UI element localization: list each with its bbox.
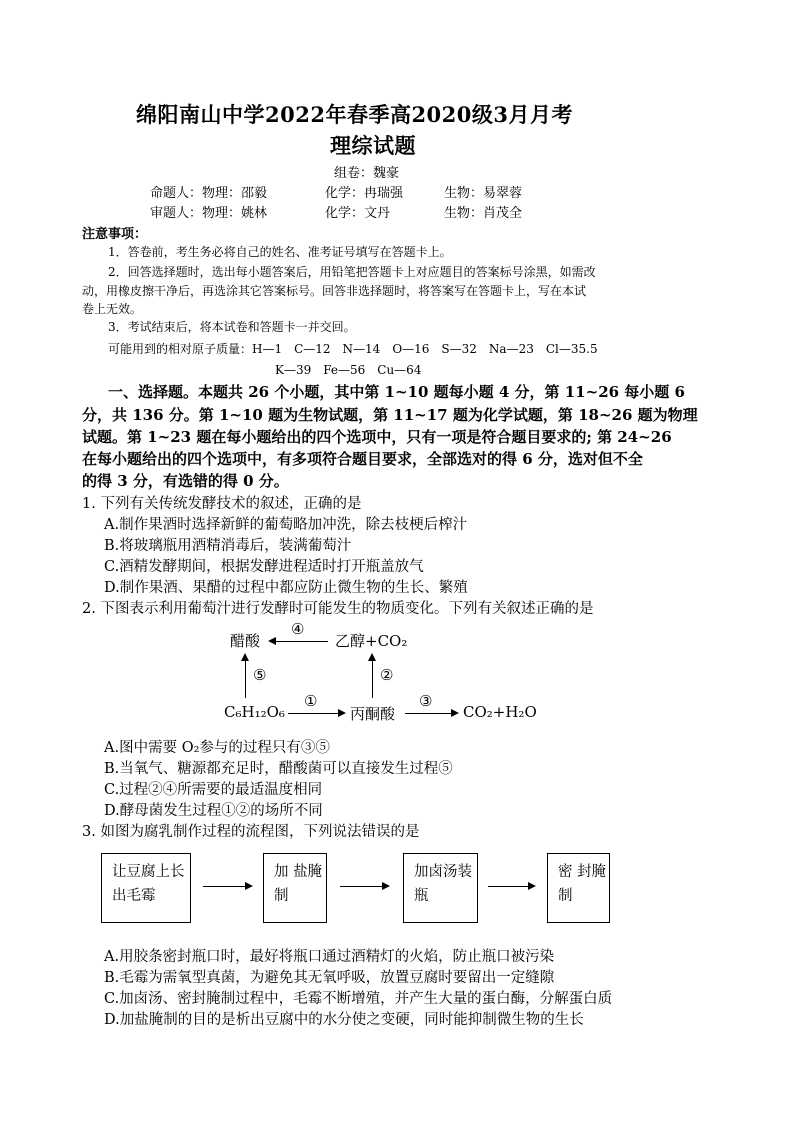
section-intro-1: 一、选择题。本题共 26 个小题，其中第 1~10 题每小题 4 分，第 11~26 每小题 6: [108, 383, 685, 401]
section-intro-2: 分，共 136 分。第 1~10 题为生物试题，第 11~17 题为化学试题，第 18~26 题为物理: [82, 406, 698, 424]
q1-option-b: B.将玻璃瓶用酒精消毒后，装满葡萄汁: [104, 538, 352, 554]
page-title: 绵阳南山中学2022年春季高2020级3月月考: [136, 102, 574, 127]
proposer-physics: 命题人：物理：邵毅: [150, 186, 268, 201]
flow-arrow-2: [340, 886, 388, 887]
arrow-step-2: [372, 655, 373, 698]
flow-box-salting: 加 盐腌制: [263, 853, 327, 923]
flow-arrow-1: [203, 886, 251, 887]
step-1-label: ①: [304, 692, 318, 710]
step-3-label: ③: [419, 692, 433, 710]
node-ethanol: 乙醇+CO₂: [335, 632, 408, 650]
q2-option-c: C.过程②④所需要的最适温度相同: [104, 782, 323, 798]
step-2-label: ②: [380, 666, 394, 684]
notes-heading: 注意事项：: [82, 227, 148, 242]
q3-option-c: C.加卤汤、密封腌制过程中，毛霉不断增殖，并产生大量的蛋白酶，分解蛋白质: [104, 991, 613, 1007]
arrow-step-1: [288, 713, 344, 714]
step-4-label: ④: [291, 620, 305, 638]
q3-option-a: A.用胶条密封瓶口时，最好将瓶口通过酒精灯的火焰，防止瓶口被污染: [104, 949, 555, 965]
node-glucose: C₆H₁₂O₆: [224, 703, 285, 721]
node-pyruvate: 丙酮酸: [350, 705, 396, 723]
q2-stem: 2. 下图表示利用葡萄汁进行发酵时可能发生的物质变化。下列有关叙述正确的是: [82, 601, 594, 617]
q3-option-b: B.毛霉为需氧型真菌，为避免其无氧呼吸，放置豆腐时要留出一定缝隙: [104, 970, 555, 986]
proposer-biology: 生物：易翠蓉: [444, 186, 523, 201]
q1-option-d: D.制作果酒、果醋的过程中都应防止微生物的生长、繁殖: [104, 580, 468, 596]
reviewer-chemistry: 化学：文丹: [325, 206, 391, 221]
flow-box-brine: 加卤汤装瓶: [403, 853, 478, 923]
q2-option-d: D.酵母菌发生过程①②的场所不同: [104, 803, 323, 819]
page-subtitle: 理综试题: [330, 133, 416, 158]
flow-box-sealing: 密 封腌制: [547, 853, 610, 923]
node-acetic-acid: 醋酸: [230, 632, 261, 650]
atomic-masses-line1: 可能用到的相对原子质量：H—1 C—12 N—14 O—16 S—32 Na—23 Cl—35.5: [108, 342, 598, 356]
q3-stem: 3. 如图为腐乳制作过程的流程图，下列说法错误的是: [82, 824, 420, 840]
q3-option-d: D.加盐腌制的目的是析出豆腐中的水分使之变硬，同时能抑制微生物的生长: [104, 1012, 584, 1028]
reviewer-physics: 审题人：物理：姚林: [150, 206, 268, 221]
section-intro-3: 试题。第 1~23 题在每小题给出的四个选项中，只有一项是符合题目要求的; 第 24~26: [82, 428, 672, 446]
arrow-step-3: [405, 713, 457, 714]
note-1: 1．答卷前，考生务必将自己的姓名、准考证号填写在答题卡上。: [108, 245, 452, 259]
arrow-step-5: [245, 655, 246, 698]
q1-option-a: A.制作果酒时选择新鲜的葡萄略加冲洗，除去枝梗后榨汁: [104, 517, 468, 533]
group-editor: 组卷：魏豪: [334, 166, 400, 181]
node-products: CO₂+H₂O: [463, 703, 537, 721]
note-2c: 卷上无效。: [82, 302, 143, 316]
note-2a: 2．回答选择题时，选出每小题答案后，用铅笔把答题卡上对应题目的答案标号涂黑，如需改: [108, 265, 596, 279]
note-3: 3．考试结束后，将本试卷和答题卡一并交回。: [108, 320, 356, 334]
reviewer-biology: 生物：肖茂全: [444, 206, 523, 221]
flow-box-mold: 让豆腐上长出毛霉: [101, 853, 191, 923]
q1-stem: 1. 下列有关传统发酵技术的叙述，正确的是: [82, 496, 362, 512]
q1-option-c: C.酒精发酵期间，根据发酵进程适时打开瓶盖放气: [104, 559, 424, 575]
section-intro-4: 在每小题给出的四个选项中，有多项符合题目要求，全部选对的得 6 分，选对但不全: [82, 450, 643, 468]
flow-arrow-3: [488, 886, 534, 887]
atomic-masses-line2: K—39 Fe—56 Cu—64: [275, 363, 422, 377]
q2-option-b: B.当氧气、糖源都充足时，醋酸菌可以直接发生过程⑤: [104, 761, 453, 777]
q2-option-a: A.图中需要 O₂参与的过程只有③⑤: [104, 740, 330, 756]
arrow-step-4: [270, 641, 328, 642]
section-intro-5: 的得 3 分，有选错的得 0 分。: [82, 472, 289, 490]
proposer-chemistry: 化学：冉瑞强: [325, 186, 404, 201]
note-2b: 动，用橡皮擦干净后，再选涂其它答案标号。回答非选择题时，将答案写在答题卡上，写在本试: [82, 284, 587, 298]
step-5-label: ⑤: [253, 666, 267, 684]
